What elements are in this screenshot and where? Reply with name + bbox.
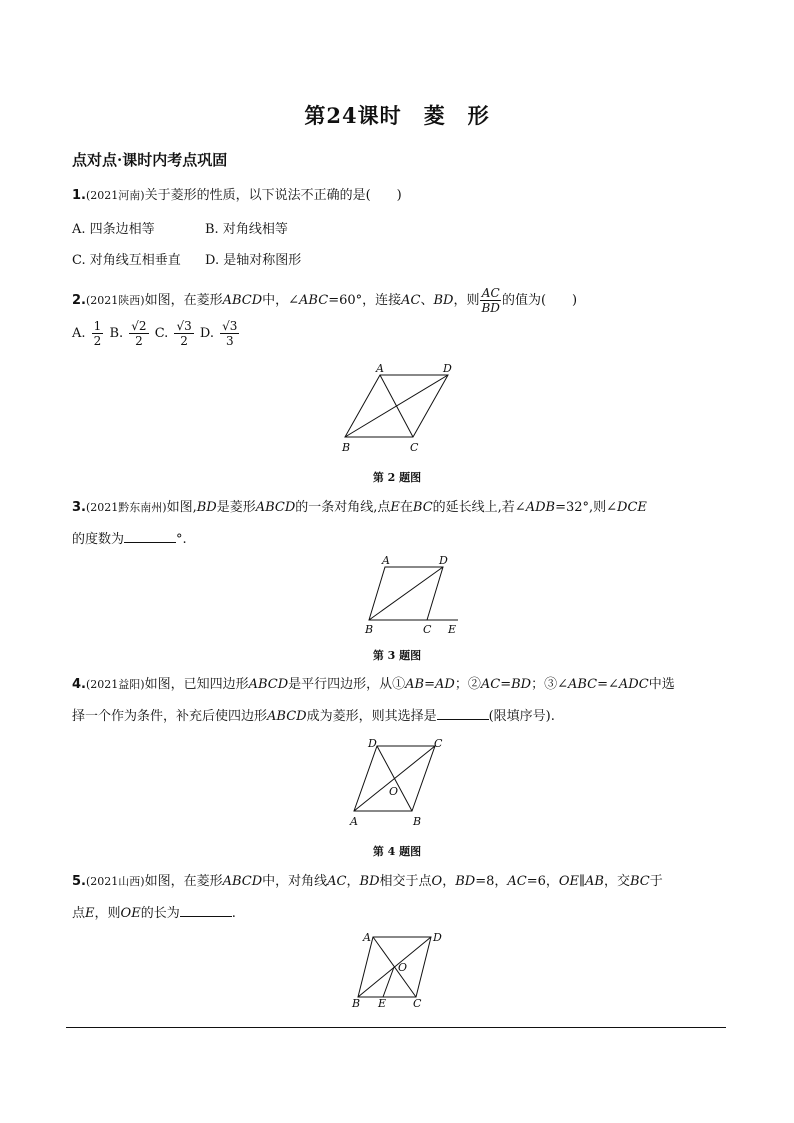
question-source: (2021山西) [85, 875, 145, 888]
option-c-fraction [174, 319, 193, 348]
question-text: =6， [526, 874, 559, 889]
question-5 [72, 873, 663, 891]
footer-divider [66, 1027, 726, 1028]
option-d: D. 是轴对称图形 [205, 253, 302, 268]
question-source: (2021黔东南州) [85, 501, 167, 514]
segment-name: BD [196, 500, 217, 515]
segment-name: AB [585, 874, 604, 889]
question-number: 5. [72, 874, 86, 889]
label-c: C [413, 997, 422, 1010]
question-text: 择一个作为条件，补充后使四边形 [72, 709, 268, 724]
answer-blank[interactable] [124, 530, 176, 543]
question-text: °. [176, 532, 187, 547]
question-text: ；② [454, 677, 481, 692]
segment-name: BC [412, 500, 433, 515]
label-o: O [398, 961, 408, 974]
answer-blank[interactable] [180, 904, 232, 917]
answer-blank[interactable] [437, 707, 489, 720]
question-text: 如图，在菱形 [144, 293, 223, 308]
question-2 [72, 286, 577, 315]
option-a-fraction [92, 319, 104, 348]
question-text: 如图，已知四边形 [144, 677, 249, 692]
figure-2-caption: 第 2 题图 [372, 471, 422, 484]
segment-name: BD [433, 293, 454, 308]
question-text: ， [346, 874, 360, 889]
question-number: 4. [72, 677, 86, 692]
label-a: A [376, 362, 384, 375]
figure-3-rhombus [355, 553, 475, 638]
ratio-fraction [480, 286, 500, 315]
question-text: 的度数为 [72, 532, 125, 547]
question-text: 的一条对角线,点 [295, 500, 391, 515]
segment-name: BD [511, 677, 532, 692]
segment-name: AC [401, 293, 421, 308]
equals: = [500, 677, 512, 692]
label-a: A [350, 815, 358, 828]
point-name: O [431, 874, 443, 889]
question-number: 1. [72, 188, 86, 203]
point-name: E [85, 906, 95, 921]
label-d: D [433, 931, 442, 944]
label-b: B [352, 997, 361, 1010]
denominator: 2 [135, 334, 143, 348]
figure-5-rhombus [340, 927, 460, 1017]
question-text: . [231, 906, 236, 921]
angle-name: ADB [525, 500, 556, 515]
fraction-numerator: AC [481, 286, 500, 300]
fraction-denominator: BD [481, 301, 500, 315]
label-e: E [448, 623, 457, 636]
label-d: D [439, 554, 448, 567]
option-a: A. 四条边相等 [72, 222, 155, 237]
paren-close: ) [572, 293, 578, 308]
question-5-line-2 [72, 904, 236, 923]
denominator: 2 [93, 334, 102, 348]
segment-name: OE [558, 874, 580, 889]
question-text: ，交 [604, 874, 631, 889]
question-source: (2021陕西) [85, 294, 145, 307]
segment-name: AD [435, 677, 455, 692]
question-number: 3. [72, 500, 86, 515]
paren-close: ) [396, 188, 402, 203]
question-text: 中选 [648, 677, 675, 692]
question-text: 如图, [166, 500, 197, 515]
numerator: √3 [176, 319, 192, 333]
shape-name: ABCD [222, 293, 263, 308]
segment-name: BD [359, 874, 380, 889]
angle-name: ADC [618, 677, 649, 692]
angle-name: DCE [617, 500, 647, 515]
label-c: C [423, 623, 432, 636]
option-a-label: A. [72, 326, 86, 341]
question-text: 的延长线上,若∠ [432, 500, 526, 515]
question-1 [72, 187, 402, 205]
question-text: 在 [399, 500, 413, 515]
label-b: B [342, 441, 351, 454]
question-text: 是平行四边形，从① [288, 677, 406, 692]
figure-3-caption: 第 3 题图 [372, 649, 422, 662]
shape-name: ABCD [267, 709, 307, 724]
figure-4-rhombus [340, 733, 450, 833]
segment-name: BC [630, 874, 650, 889]
label-b: B [365, 623, 374, 636]
label-e: E [378, 997, 387, 1010]
numerator: √2 [131, 319, 147, 333]
denominator: 2 [180, 334, 188, 348]
question-3-line-2 [72, 530, 187, 549]
question-text: 成为菱形，则其选择是 [306, 709, 437, 724]
question-text: 是菱形 [216, 500, 256, 515]
option-b-label: B. [109, 326, 124, 341]
page-title: 第24课时 菱 形 [304, 103, 490, 128]
numerator: 1 [93, 319, 102, 333]
segment-name: AC [480, 677, 501, 692]
section-heading: 点对点·课时内考点巩固 [72, 151, 228, 169]
segment-name: BD [455, 874, 476, 889]
question-text: (限填序号). [488, 709, 555, 724]
parallel-symbol: ∥ [579, 874, 586, 889]
question-text: =8， [475, 874, 508, 889]
label-d: D [443, 362, 452, 375]
label-c: C [410, 441, 419, 454]
point-name: E [390, 500, 400, 515]
question-text: ；③∠ [531, 677, 568, 692]
question-text: ， [442, 874, 456, 889]
q2-options [72, 319, 241, 348]
question-text: =32°,则∠ [555, 500, 618, 515]
question-text: 相交于点 [379, 874, 432, 889]
option-d-fraction [220, 319, 239, 348]
angle-name: ABC [299, 293, 329, 308]
question-text: 的值为( [501, 293, 547, 308]
option-b: B. 对角线相等 [205, 222, 288, 237]
question-4-line-2 [72, 707, 555, 726]
figure-4-caption: 第 4 题图 [372, 845, 422, 858]
label-a: A [363, 931, 371, 944]
question-text: 于 [649, 874, 663, 889]
equals: =∠ [597, 677, 619, 692]
segment-name: AC [507, 874, 527, 889]
label-d: D [368, 737, 377, 750]
separator: 、 [420, 293, 434, 308]
label-b: B [413, 815, 422, 828]
segment-name: AC [327, 874, 347, 889]
question-text: ，则 [94, 906, 121, 921]
label-a: A [382, 554, 390, 567]
shape-name: ABCD [222, 874, 263, 889]
denominator: 3 [225, 334, 234, 348]
angle-name: ABC [567, 677, 598, 692]
equals: = [424, 677, 436, 692]
question-number: 2. [72, 293, 86, 308]
shape-name: ABCD [248, 677, 289, 692]
question-4 [72, 676, 675, 694]
shape-name: ABCD [255, 500, 296, 515]
question-text: 中，对角线 [262, 874, 328, 889]
option-c-label: C. [154, 326, 169, 341]
label-o: O [389, 785, 399, 798]
label-c: C [434, 737, 443, 750]
segment-name: OE [120, 906, 141, 921]
option-c: C. 对角线互相垂直 [72, 253, 181, 268]
question-source: (2021河南) [85, 189, 145, 202]
question-text: 如图，在菱形 [144, 874, 223, 889]
question-3 [72, 499, 647, 517]
segment-name: AB [405, 677, 425, 692]
figure-2-rhombus [330, 360, 470, 460]
question-text: 中，∠ [262, 293, 300, 308]
option-d-label: D. [199, 326, 214, 341]
question-text: 关于菱形的性质，以下说法不正确的是( [144, 188, 371, 203]
numerator: √3 [222, 319, 238, 333]
question-text: =60°，连接 [328, 293, 402, 308]
option-b-fraction [129, 319, 148, 348]
question-text: ，则 [453, 293, 480, 308]
question-text: 的长为 [140, 906, 180, 921]
question-source: (2021益阳) [85, 678, 145, 691]
question-text: 点 [72, 906, 86, 921]
